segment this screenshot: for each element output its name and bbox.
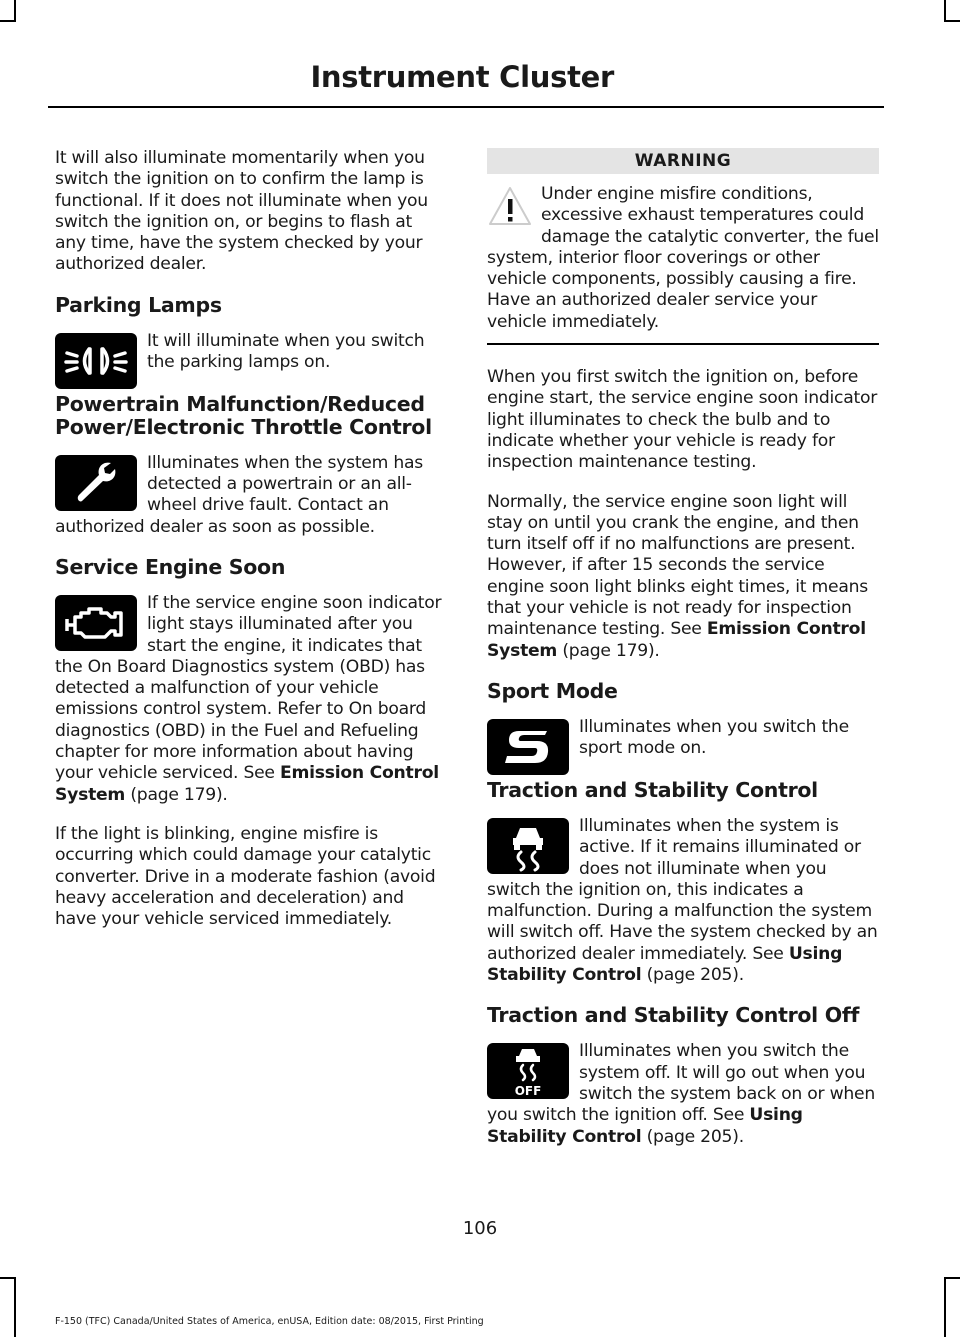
service-engine-text-after: (page 179). <box>125 784 228 805</box>
traction-section <box>487 816 879 1004</box>
emission-control-link-2[interactable]: Emission Control System <box>487 619 866 661</box>
parking-lamps-heading: Parking Lamps <box>55 292 222 317</box>
crop-mark <box>944 0 946 20</box>
page-title: Instrument Cluster <box>310 60 614 94</box>
normal-operation-after: (page 179). <box>557 640 660 661</box>
crop-mark <box>944 1277 946 1337</box>
engine-icon <box>55 595 137 651</box>
warning-header: WARNING <box>487 148 879 174</box>
intro-paragraph: It will also illuminate momentarily when you switch the ignition on to confirm the lamp is functional. If it does not illuminate when you switch the ignition on, or begins to flash at any time, have the system checked by your authorized dealer. <box>55 148 428 275</box>
wrench-icon <box>55 455 137 511</box>
left-column <box>55 148 447 948</box>
traction-control-icon <box>487 818 569 874</box>
traction-text-before: Illuminates when the system is active. If it remains illuminated or does not illuminate when you switch the ignition on, this indicates a malfunction. During a malfunction the system will switch off. Have the system checked by an authorized dealer immediately. See <box>487 815 878 964</box>
header-divider <box>48 106 884 108</box>
warning-box <box>487 184 879 345</box>
traction-off-text-after: (page 205). <box>641 1126 744 1147</box>
powertrain-heading: Powertrain Malfunction/Reduced Power/Electronic Throttle Control <box>55 391 432 439</box>
right-column <box>487 148 879 1166</box>
using-stability-control-link[interactable]: Using Stability Control <box>487 943 843 986</box>
crop-mark <box>0 20 16 22</box>
normal-operation-paragraph <box>487 492 879 662</box>
crop-mark <box>0 1277 16 1279</box>
crop-mark <box>14 1277 16 1337</box>
blinking-paragraph: If the light is blinking, engine misfire is occurring which could damage your catalytic converter. Drive in a moderate fashion (avoid heavy acceleration and deceleration) and have your vehicle serviced immediately. <box>55 823 436 930</box>
warning-text: Under engine misfire conditions, excessive exhaust temperatures could damage the catalytic converter, the fuel system, interior floor coverings or other vehicle components, possibly causing a fire. Have an authorized dealer service your vehicle immediately. <box>487 184 879 332</box>
crop-mark <box>14 0 16 20</box>
first-ignition-paragraph: When you first switch the ignition on, before engine start, the service engine soon indicator light illuminates to check the bulb and to indicate whether your vehicle is ready for inspection maintenance testing. <box>487 367 878 473</box>
sport-mode-icon <box>487 719 569 775</box>
page-number: 106 <box>462 1218 498 1239</box>
emission-control-link[interactable]: Emission Control System <box>55 763 439 805</box>
traction-text-after: (page 205). <box>641 965 744 986</box>
service-engine-text-before: If the service engine soon indicator light stays illuminated after you start the engine, it indicates that the On Board Diagnostics system (OBD) has detected a malfunction of your vehicle emissions control system. Refer to On board diagnostics (OBD) in the Fuel and Refueling chapter for more information about having your vehicle serviced. See <box>55 592 442 784</box>
parking-lamps-section <box>55 331 447 393</box>
using-stability-control-link-2[interactable]: Using Stability Control <box>487 1105 803 1147</box>
powertrain-text: Illuminates when the system has detected a powertrain or an all-wheel drive fault. Contact an authorized dealer as soon as possible. <box>55 452 423 537</box>
traction-heading: Traction and Stability Control <box>487 777 818 802</box>
powertrain-section <box>55 453 447 556</box>
traction-control-off-icon <box>487 1043 569 1099</box>
parking-lamps-text: It will illuminate when you switch the parking lamps on. <box>147 330 425 373</box>
crop-mark <box>944 1277 960 1279</box>
off-label: OFF <box>514 1084 542 1099</box>
sport-mode-heading: Sport Mode <box>487 678 618 703</box>
traction-off-section <box>487 1041 879 1165</box>
footer-text: F-150 (TFC) Canada/United States of America, enUSA, Edition date: 08/2015, First Printing <box>55 1316 484 1327</box>
traction-off-text-before: Illuminates when you switch the system off. It will go out when you switch the system back on or when you switch the ignition off. See <box>487 1041 875 1126</box>
parking-lamps-icon <box>55 333 137 389</box>
sport-mode-text: Illuminates when you switch the sport mode on. <box>579 716 849 759</box>
service-engine-section <box>55 593 447 824</box>
warning-triangle-icon <box>487 184 533 230</box>
normal-operation-before: Normally, the service engine soon light will stay on until you crank the engine, and then turn itself off if no malfunctions are present. However, if after 15 seconds the service engine soon light blinks eight times, it means that your vehicle is not ready for inspection maintenance testing. See <box>487 491 868 640</box>
service-engine-heading: Service Engine Soon <box>55 554 286 579</box>
traction-off-heading: Traction and Stability Control Off <box>487 1003 860 1028</box>
crop-mark <box>944 20 960 22</box>
sport-mode-section <box>487 717 879 779</box>
